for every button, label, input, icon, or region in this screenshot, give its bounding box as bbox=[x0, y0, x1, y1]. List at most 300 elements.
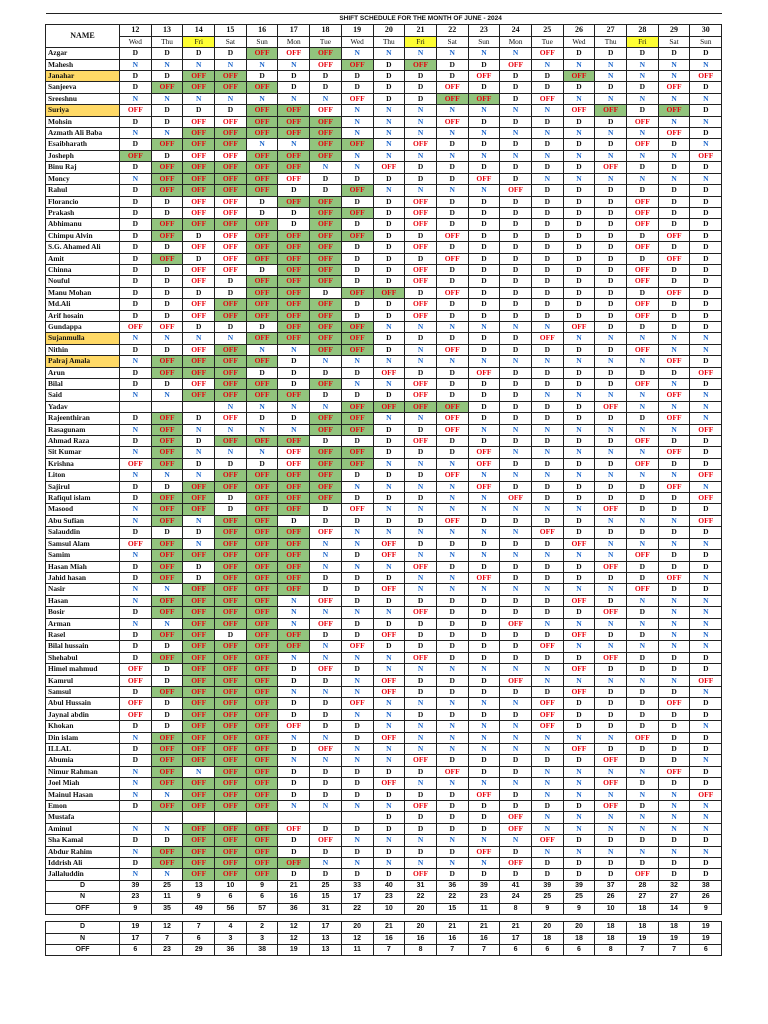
shift-cell: D bbox=[627, 744, 659, 755]
shift-cell: D bbox=[500, 367, 532, 378]
shift-cell: D bbox=[500, 162, 532, 173]
date-header: 25 bbox=[531, 25, 563, 36]
shift-cell: N bbox=[373, 321, 405, 332]
shift-cell: D bbox=[500, 538, 532, 549]
shift-cell: OFF bbox=[151, 778, 183, 789]
shift-cell: D bbox=[278, 185, 310, 196]
summary-count: 12 bbox=[278, 922, 310, 933]
shift-cell: D bbox=[563, 299, 595, 310]
shift-cell: D bbox=[563, 607, 595, 618]
shift-cell: N bbox=[658, 93, 690, 104]
shift-cell: OFF bbox=[183, 607, 215, 618]
shift-cell: N bbox=[405, 527, 437, 538]
shift-cell: D bbox=[120, 196, 152, 207]
shift-cell: D bbox=[595, 82, 627, 93]
employee-name: Yadav bbox=[46, 401, 120, 412]
shift-cell: OFF bbox=[215, 413, 247, 424]
shift-cell: D bbox=[500, 641, 532, 652]
employee-name: Nasir bbox=[46, 584, 120, 595]
shift-cell: OFF bbox=[436, 413, 468, 424]
shift-cell: N bbox=[531, 321, 563, 332]
shift-cell: D bbox=[436, 686, 468, 697]
summary-count: 17 bbox=[310, 922, 342, 933]
shift-cell: D bbox=[690, 207, 722, 218]
shift-cell: D bbox=[436, 538, 468, 549]
shift-cell: N bbox=[500, 321, 532, 332]
shift-cell: D bbox=[690, 550, 722, 561]
employee-name: Abhimanu bbox=[46, 219, 120, 230]
shift-cell: D bbox=[690, 264, 722, 275]
shift-cell: OFF bbox=[246, 789, 278, 800]
shift-cell: D bbox=[310, 823, 342, 834]
shift-cell: D bbox=[468, 264, 500, 275]
shift-cell: D bbox=[310, 82, 342, 93]
shift-cell: D bbox=[500, 561, 532, 572]
shift-cell: D bbox=[405, 629, 437, 640]
shift-cell: D bbox=[468, 276, 500, 287]
shift-cell: D bbox=[278, 515, 310, 526]
shift-cell: N bbox=[595, 550, 627, 561]
summary-count: 23 bbox=[468, 892, 500, 903]
shift-cell: OFF bbox=[436, 470, 468, 481]
shift-cell: D bbox=[310, 436, 342, 447]
shift-cell: OFF bbox=[341, 424, 373, 435]
shift-cell: N bbox=[468, 778, 500, 789]
shift-cell: D bbox=[690, 732, 722, 743]
shift-cell: N bbox=[500, 356, 532, 367]
shift-cell: OFF bbox=[690, 367, 722, 378]
summary-count: 49 bbox=[183, 903, 215, 914]
shift-cell: D bbox=[500, 801, 532, 812]
employee-name: Binu Raj bbox=[46, 162, 120, 173]
shift-cell: D bbox=[405, 538, 437, 549]
shift-cell: N bbox=[120, 93, 152, 104]
shift-cell: OFF bbox=[215, 789, 247, 800]
shift-cell: D bbox=[405, 71, 437, 82]
date-header: 24 bbox=[500, 25, 532, 36]
shift-cell: D bbox=[658, 367, 690, 378]
shift-cell: D bbox=[563, 116, 595, 127]
shift-cell: D bbox=[690, 379, 722, 390]
shift-cell: N bbox=[120, 356, 152, 367]
shift-cell: D bbox=[595, 207, 627, 218]
shift-cell: OFF bbox=[563, 664, 595, 675]
shift-cell: N bbox=[658, 618, 690, 629]
shift-cell: D bbox=[373, 82, 405, 93]
employee-row bbox=[46, 173, 722, 184]
shift-cell: OFF bbox=[658, 105, 690, 116]
shift-cell: OFF bbox=[215, 310, 247, 321]
shift-cell: OFF bbox=[468, 481, 500, 492]
summary-count: 7 bbox=[658, 944, 690, 955]
shift-cell: OFF bbox=[215, 744, 247, 755]
shift-cell: N bbox=[468, 664, 500, 675]
shift-cell: D bbox=[373, 595, 405, 606]
shift-cell: D bbox=[151, 527, 183, 538]
shift-cell: D bbox=[531, 116, 563, 127]
shift-cell: N bbox=[436, 481, 468, 492]
employee-row bbox=[46, 789, 722, 800]
weekday-header-row bbox=[46, 36, 722, 47]
shift-cell: D bbox=[658, 196, 690, 207]
shift-cell: D bbox=[531, 367, 563, 378]
shift-cell: N bbox=[500, 778, 532, 789]
shift-cell: D bbox=[278, 219, 310, 230]
shift-cell: D bbox=[120, 71, 152, 82]
employee-row bbox=[46, 401, 722, 412]
shift-cell: D bbox=[436, 59, 468, 70]
summary-count: 56 bbox=[215, 903, 247, 914]
shift-cell: N bbox=[690, 93, 722, 104]
shift-cell: OFF bbox=[310, 493, 342, 504]
shift-cell: N bbox=[468, 584, 500, 595]
shift-cell: OFF bbox=[627, 207, 659, 218]
shift-cell: OFF bbox=[151, 607, 183, 618]
shift-cell: D bbox=[531, 185, 563, 196]
shift-cell: N bbox=[151, 869, 183, 880]
schedule-title: SHIFT SCHEDULE FOR THE MONTH OF JUNE - 2024 bbox=[120, 14, 722, 25]
summary-count: 7 bbox=[183, 922, 215, 933]
summary-count: 16 bbox=[436, 933, 468, 944]
shift-cell: OFF bbox=[310, 333, 342, 344]
summary-count: 13 bbox=[183, 880, 215, 891]
shift-cell: N bbox=[120, 550, 152, 561]
shift-cell: N bbox=[563, 846, 595, 857]
shift-cell: D bbox=[627, 835, 659, 846]
shift-cell: OFF bbox=[183, 801, 215, 812]
shift-cell: OFF bbox=[595, 401, 627, 412]
shift-cell: D bbox=[690, 230, 722, 241]
employee-row bbox=[46, 219, 722, 230]
shift-cell: D bbox=[468, 116, 500, 127]
shift-cell: D bbox=[436, 755, 468, 766]
shift-cell: N bbox=[341, 128, 373, 139]
shift-cell: N bbox=[690, 686, 722, 697]
shift-cell: D bbox=[405, 686, 437, 697]
shift-cell: OFF bbox=[215, 515, 247, 526]
shift-cell: OFF bbox=[215, 527, 247, 538]
shift-cell: N bbox=[595, 59, 627, 70]
shift-cell: D bbox=[531, 869, 563, 880]
employee-name: Gundappa bbox=[46, 321, 120, 332]
shift-cell: D bbox=[468, 82, 500, 93]
shift-cell: D bbox=[627, 858, 659, 869]
shift-cell: N bbox=[500, 48, 532, 59]
shift-cell: D bbox=[690, 664, 722, 675]
shift-cell: OFF bbox=[151, 493, 183, 504]
shift-cell: D bbox=[468, 253, 500, 264]
shift-cell: N bbox=[500, 128, 532, 139]
shift-cell: D bbox=[310, 185, 342, 196]
shift-cell: D bbox=[595, 664, 627, 675]
shift-cell: OFF bbox=[183, 150, 215, 161]
employee-name: S.G. Ahamed Ali bbox=[46, 242, 120, 253]
shift-cell bbox=[310, 812, 342, 823]
weekday-header: Thu bbox=[151, 36, 183, 47]
shift-cell: OFF bbox=[405, 436, 437, 447]
summary-count: 19 bbox=[278, 944, 310, 955]
employee-row bbox=[46, 242, 722, 253]
shift-cell: D bbox=[341, 629, 373, 640]
shift-cell: N bbox=[120, 869, 152, 880]
shift-cell: D bbox=[627, 162, 659, 173]
shift-cell: D bbox=[500, 652, 532, 663]
shift-cell: OFF bbox=[405, 242, 437, 253]
shift-cell: N bbox=[627, 675, 659, 686]
shift-cell: OFF bbox=[278, 299, 310, 310]
employee-name: Abdur Rahim bbox=[46, 846, 120, 857]
shift-cell bbox=[151, 401, 183, 412]
shift-cell: OFF bbox=[120, 538, 152, 549]
shift-cell: OFF bbox=[215, 778, 247, 789]
shift-cell: N bbox=[627, 515, 659, 526]
shift-cell: D bbox=[658, 869, 690, 880]
shift-cell: OFF bbox=[246, 436, 278, 447]
shift-cell: OFF bbox=[151, 447, 183, 458]
shift-cell: D bbox=[373, 310, 405, 321]
shift-cell: D bbox=[436, 652, 468, 663]
shift-cell: OFF bbox=[310, 344, 342, 355]
summary-count: 10 bbox=[373, 903, 405, 914]
employee-name: Arman bbox=[46, 618, 120, 629]
shift-cell: OFF bbox=[246, 333, 278, 344]
employee-row bbox=[46, 413, 722, 424]
shift-cell: D bbox=[531, 219, 563, 230]
shift-cell: D bbox=[627, 607, 659, 618]
shift-cell: D bbox=[278, 413, 310, 424]
shift-cell: N bbox=[341, 48, 373, 59]
shift-cell: D bbox=[278, 869, 310, 880]
shift-cell: D bbox=[627, 778, 659, 789]
shift-cell: N bbox=[436, 744, 468, 755]
shift-cell: N bbox=[627, 846, 659, 857]
shift-cell: OFF bbox=[151, 173, 183, 184]
summary-count: 18 bbox=[627, 903, 659, 914]
shift-cell: OFF bbox=[690, 470, 722, 481]
shift-cell: OFF bbox=[151, 755, 183, 766]
shift-cell: N bbox=[595, 846, 627, 857]
shift-cell: D bbox=[183, 253, 215, 264]
shift-cell: OFF bbox=[278, 527, 310, 538]
shift-cell: OFF bbox=[215, 698, 247, 709]
shift-cell: D bbox=[310, 572, 342, 583]
summary-count: 21 bbox=[373, 922, 405, 933]
shift-cell: D bbox=[151, 150, 183, 161]
shift-cell: D bbox=[341, 550, 373, 561]
shift-cell: D bbox=[563, 379, 595, 390]
shift-cell: N bbox=[531, 390, 563, 401]
shift-cell: D bbox=[563, 493, 595, 504]
employee-name: Emon bbox=[46, 801, 120, 812]
shift-cell: D bbox=[373, 207, 405, 218]
shift-cell: OFF bbox=[183, 664, 215, 675]
shift-cell: D bbox=[120, 572, 152, 583]
employee-row bbox=[46, 253, 722, 264]
shift-cell: D bbox=[278, 82, 310, 93]
summary-count: 33 bbox=[341, 880, 373, 891]
shift-cell: N bbox=[341, 675, 373, 686]
shift-cell: D bbox=[563, 698, 595, 709]
date-header: 19 bbox=[341, 25, 373, 36]
shift-cell: D bbox=[278, 766, 310, 777]
shift-cell: N bbox=[278, 424, 310, 435]
shift-cell: OFF bbox=[405, 196, 437, 207]
shift-cell: D bbox=[468, 333, 500, 344]
shift-cell: D bbox=[627, 572, 659, 583]
shift-cell: D bbox=[563, 219, 595, 230]
shift-cell: N bbox=[120, 470, 152, 481]
shift-cell: OFF bbox=[627, 869, 659, 880]
shift-cell: OFF bbox=[310, 458, 342, 469]
shift-cell: D bbox=[468, 618, 500, 629]
shift-cell: D bbox=[563, 436, 595, 447]
shift-cell: N bbox=[310, 162, 342, 173]
shift-cell: OFF bbox=[405, 652, 437, 663]
shift-cell: OFF bbox=[373, 538, 405, 549]
shift-cell: OFF bbox=[500, 185, 532, 196]
shift-cell: D bbox=[595, 698, 627, 709]
shift-cell: D bbox=[658, 436, 690, 447]
shift-cell: N bbox=[563, 675, 595, 686]
employee-name: Krishna bbox=[46, 458, 120, 469]
summary-count: 17 bbox=[341, 892, 373, 903]
shift-cell: OFF bbox=[215, 607, 247, 618]
summary-label: N bbox=[46, 892, 120, 903]
shift-cell: N bbox=[373, 48, 405, 59]
employee-row bbox=[46, 572, 722, 583]
shift-cell: D bbox=[278, 367, 310, 378]
spacer-row bbox=[46, 915, 722, 922]
shift-cell: D bbox=[563, 276, 595, 287]
shift-cell: D bbox=[341, 732, 373, 743]
shift-cell: N bbox=[595, 732, 627, 743]
shift-cell: OFF bbox=[151, 458, 183, 469]
shift-cell: D bbox=[436, 561, 468, 572]
shift-cell: N bbox=[120, 59, 152, 70]
employee-row bbox=[46, 744, 722, 755]
shift-cell: D bbox=[120, 162, 152, 173]
shift-cell: D bbox=[405, 333, 437, 344]
shift-cell: OFF bbox=[120, 458, 152, 469]
shift-cell: N bbox=[120, 515, 152, 526]
shift-cell: D bbox=[531, 264, 563, 275]
shift-cell: D bbox=[595, 116, 627, 127]
shift-cell: OFF bbox=[246, 755, 278, 766]
shift-cell: N bbox=[405, 321, 437, 332]
shift-cell: D bbox=[500, 242, 532, 253]
shift-cell: D bbox=[341, 82, 373, 93]
shift-cell: D bbox=[595, 276, 627, 287]
weekday-header: Sat bbox=[658, 36, 690, 47]
shift-cell: D bbox=[531, 686, 563, 697]
shift-cell: N bbox=[246, 139, 278, 150]
shift-cell: D bbox=[500, 196, 532, 207]
shift-cell: D bbox=[500, 686, 532, 697]
shift-cell: D bbox=[373, 390, 405, 401]
shift-cell: D bbox=[500, 264, 532, 275]
employee-row bbox=[46, 116, 722, 127]
shift-cell: N bbox=[278, 607, 310, 618]
shift-cell: OFF bbox=[531, 698, 563, 709]
shift-cell: OFF bbox=[215, 299, 247, 310]
shift-cell: OFF bbox=[373, 675, 405, 686]
shift-cell: D bbox=[151, 299, 183, 310]
shift-cell: N bbox=[658, 379, 690, 390]
shift-cell: N bbox=[531, 766, 563, 777]
shift-cell: OFF bbox=[658, 253, 690, 264]
shift-cell: N bbox=[658, 812, 690, 823]
shift-cell: D bbox=[310, 709, 342, 720]
shift-cell: D bbox=[658, 207, 690, 218]
shift-cell: D bbox=[658, 48, 690, 59]
shift-cell: D bbox=[563, 253, 595, 264]
shift-cell: N bbox=[120, 504, 152, 515]
employee-row bbox=[46, 481, 722, 492]
summary-count: 25 bbox=[563, 892, 595, 903]
employee-row bbox=[46, 367, 722, 378]
shift-cell: N bbox=[658, 71, 690, 82]
shift-cell: OFF bbox=[246, 150, 278, 161]
shift-cell: D bbox=[120, 379, 152, 390]
shift-cell: N bbox=[563, 641, 595, 652]
shift-cell: D bbox=[563, 196, 595, 207]
shift-cell: OFF bbox=[215, 664, 247, 675]
shift-cell: OFF bbox=[246, 230, 278, 241]
shift-cell: D bbox=[468, 607, 500, 618]
shift-cell: D bbox=[500, 869, 532, 880]
shift-cell: OFF bbox=[627, 242, 659, 253]
shift-cell: D bbox=[690, 196, 722, 207]
shift-cell: OFF bbox=[595, 652, 627, 663]
shift-cell: OFF bbox=[436, 424, 468, 435]
shift-cell: N bbox=[658, 789, 690, 800]
shift-cell: D bbox=[183, 48, 215, 59]
shift-cell: OFF bbox=[183, 732, 215, 743]
summary-count: 19 bbox=[120, 922, 152, 933]
shift-cell: D bbox=[436, 379, 468, 390]
shift-cell: OFF bbox=[595, 162, 627, 173]
employee-name: Mahesh bbox=[46, 59, 120, 70]
shift-cell: D bbox=[627, 253, 659, 264]
shift-cell: D bbox=[373, 618, 405, 629]
shift-cell: N bbox=[215, 333, 247, 344]
employee-name: Chimpu Alvin bbox=[46, 230, 120, 241]
employee-row bbox=[46, 698, 722, 709]
shift-cell: N bbox=[341, 105, 373, 116]
shift-cell: N bbox=[120, 766, 152, 777]
shift-cell: OFF bbox=[183, 344, 215, 355]
shift-cell: N bbox=[373, 527, 405, 538]
shift-cell: D bbox=[690, 299, 722, 310]
shift-cell: D bbox=[627, 721, 659, 732]
shift-cell: OFF bbox=[310, 253, 342, 264]
shift-cell: D bbox=[151, 664, 183, 675]
shift-cell: OFF bbox=[246, 116, 278, 127]
shift-cell: D bbox=[595, 721, 627, 732]
shift-cell: D bbox=[690, 242, 722, 253]
shift-cell: OFF bbox=[405, 299, 437, 310]
shift-cell: N bbox=[690, 344, 722, 355]
shift-cell: OFF bbox=[215, 128, 247, 139]
summary-count: 8 bbox=[405, 944, 437, 955]
shift-cell: N bbox=[151, 584, 183, 595]
shift-cell: N bbox=[436, 698, 468, 709]
shift-cell: D bbox=[373, 93, 405, 104]
shift-cell: OFF bbox=[468, 93, 500, 104]
shift-cell: N bbox=[595, 584, 627, 595]
employee-name: Esaibharath bbox=[46, 139, 120, 150]
shift-cell: N bbox=[310, 686, 342, 697]
